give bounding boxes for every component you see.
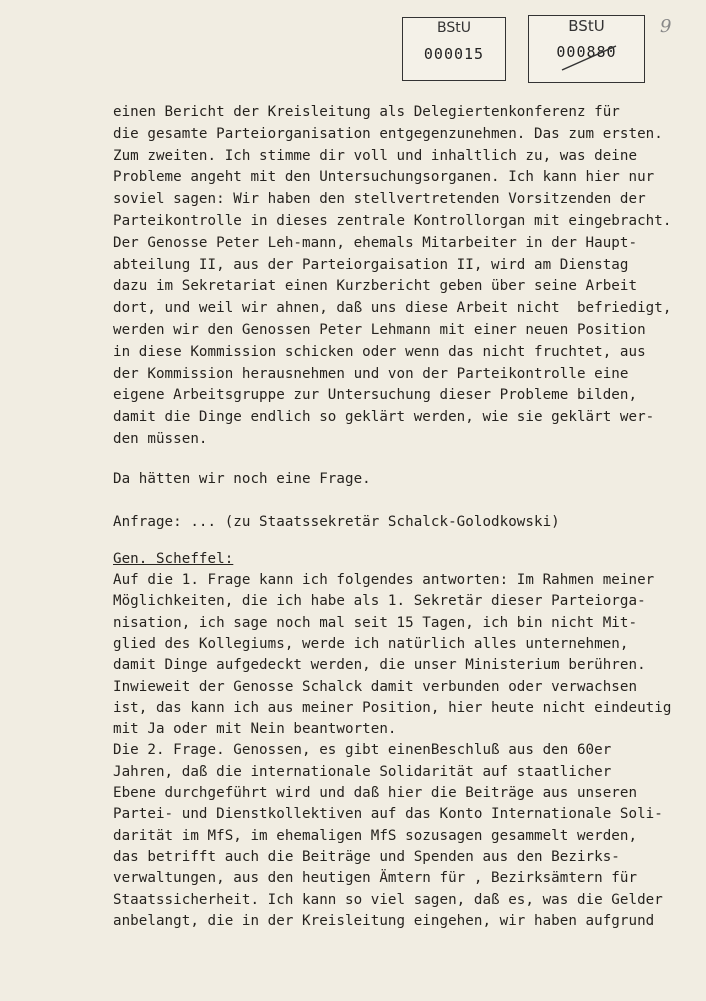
text-line: Partei- und Dienstkollektiven auf das Konto Internationale Soli- — [113, 806, 663, 823]
question-line: Da hätten wir noch eine Frage. — [113, 471, 371, 487]
stamp-number: 000015 — [423, 45, 485, 63]
text-line: Zum zweiten. Ich stimme dir voll und inhaltlich zu, was deine — [113, 147, 638, 164]
text-line: nisation, ich sage noch mal seit 15 Tagen, ich bin nicht Mit- — [113, 614, 638, 631]
text-line: Auf die 1. Frage kann ich folgendes antworten: Im Rahmen meiner — [113, 572, 655, 588]
text-line: der Kommission herausnehmen und von der Parteikontrolle eine — [113, 365, 629, 382]
text-line: dazu im Sekretariat einen Kurzbericht geben über seine Arbeit — [113, 278, 638, 295]
text-line: damit die Dinge endlich so geklärt werden, wie sie geklärt wer- — [113, 409, 655, 426]
text-line: die gesamte Parteiorganisation entgegenzunehmen. Das zum ersten. — [113, 125, 663, 142]
text-line: Der Genosse Peter Leh-mann, ehemals Mitarbeiter in der Haupt- — [113, 234, 638, 251]
text-line: das betrifft auch die Beiträge und Spenden aus den Bezirks- — [113, 848, 620, 865]
handwritten-page-mark: 9 — [660, 16, 672, 37]
text-line: dort, und weil wir ahnen, daß uns diese Arbeit nicht befriedigt, — [113, 300, 672, 317]
text-line: Inwieweit der Genosse Schalck damit verbunden oder verwachsen — [113, 678, 638, 695]
stamp-label: BStU — [568, 17, 605, 35]
archive-stamp-local — [402, 17, 506, 81]
text-line: Möglichkeiten, die ich habe als 1. Sekretär dieser Parteiorga- — [113, 593, 646, 610]
text-line: glied des Kollegiums, werde ich natürlich alles unternehmen, — [113, 635, 629, 652]
speaker-heading: Gen. Scheffel: — [113, 551, 234, 567]
text-line: Ebene durchgeführt wird und daß hier die Beiträge aus unseren — [113, 785, 638, 801]
strike-through-mark — [560, 42, 620, 72]
text-line: werden wir den Genossen Peter Lehmann mit einer neuen Position — [113, 322, 646, 338]
text-line: Parteikontrolle in dieses zentrale Kontrollorgan mit eingebracht. — [113, 213, 672, 229]
text-line: soviel sagen: Wir haben den stellvertretenden Vorsitzenden der — [113, 191, 646, 208]
text-line: Probleme angeht mit den Untersuchungsorganen. Ich kann hier nur — [113, 169, 655, 186]
text-line: mit Ja oder mit Nein beantworten. — [113, 721, 397, 738]
text-line: anbelangt, die in der Kreisleitung eingehen, wir haben aufgrund — [113, 912, 655, 929]
text-line: abteilung II, aus der Parteiorgaisation II, wird am Dienstag — [113, 256, 629, 273]
text-line: einen Bericht der Kreisleitung als Delegiertenkonferenz für — [113, 104, 620, 120]
text-line: ist, das kann ich aus meiner Position, hier heute nicht eindeutig — [113, 699, 672, 716]
text-line: eigene Arbeitsgruppe zur Untersuchung dieser Probleme bilden, — [113, 387, 638, 404]
stamp-label: BStU — [437, 20, 471, 36]
stamp-number: 000880 — [556, 43, 617, 61]
text-line: in diese Kommission schicken oder wenn das nicht fruchtet, aus — [113, 343, 646, 360]
text-line: verwaltungen, aus den heutigen Ämtern für , Bezirksämtern für — [113, 870, 638, 887]
text-line: Die 2. Frage. Genossen, es gibt einenBeschluß aus den 60er — [113, 742, 612, 759]
request-line: Anfrage: ... (zu Staatssekretär Schalck-Golodkowski) — [113, 514, 560, 530]
text-line: Staatssicherheit. Ich kann so viel sagen, daß es, was die Gelder — [113, 891, 663, 908]
text-line: Jahren, daß die internationale Solidarität auf staatlicher — [113, 763, 612, 780]
text-line: darität im MfS, im ehemaligen MfS sozusagen gesammelt werden, — [113, 827, 638, 844]
text-line: den müssen. — [113, 431, 208, 447]
text-line: damit Dinge aufgedeckt werden, die unser Ministerium berühren. — [113, 657, 646, 674]
